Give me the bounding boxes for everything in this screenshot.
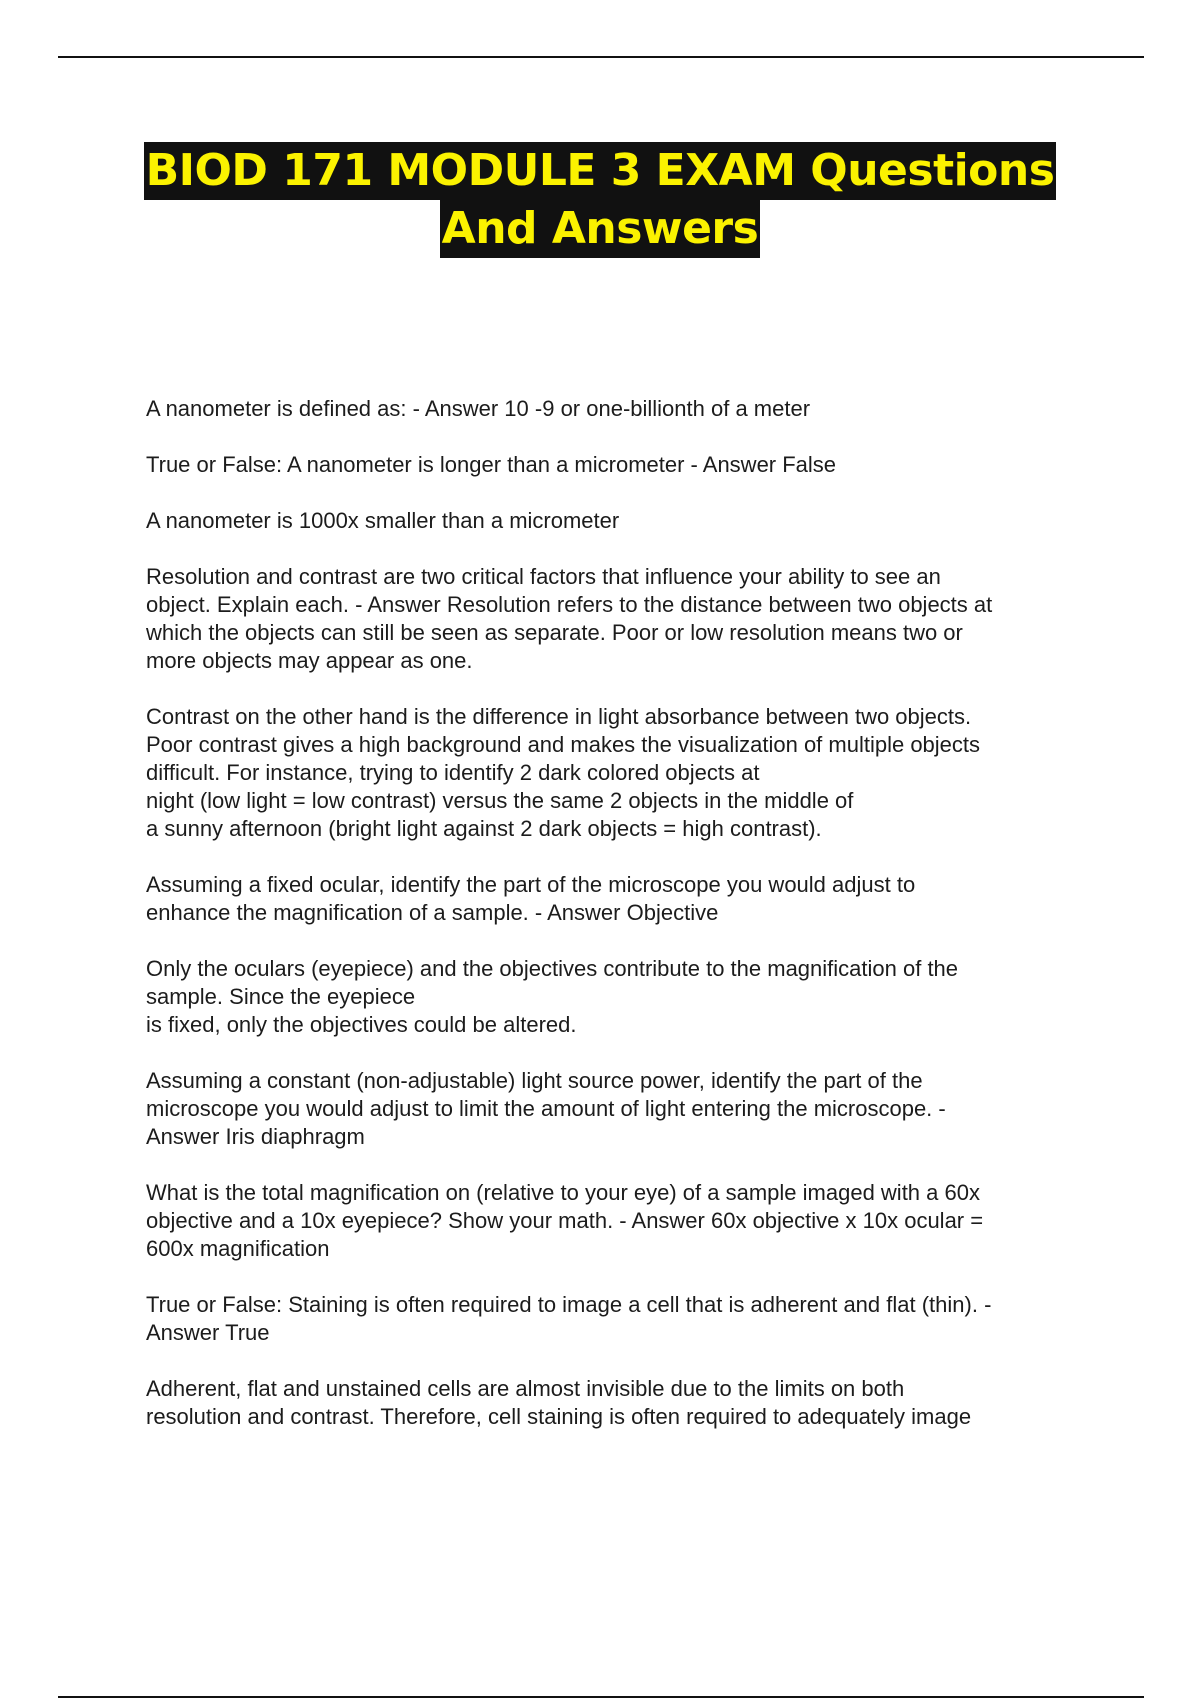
paragraph-contrast-explanation: Contrast on the other hand is the difference in light absorbance between two objects. Poor contrast gives a high background and makes the visualization of multiple objects difficult. For instance, trying to identify 2 dark colored objects at night (low light = low contrast) versus the same 2 objects in the middle of a sunny afternoon (bright light against 2 dark objects = high contrast).: [146, 704, 981, 841]
paragraph-nanometer-definition: A nanometer is defined as: - Answer 10 -9 or one-billionth of a meter: [146, 396, 811, 421]
paragraph-adherent-cells: Adherent, flat and unstained cells are almost invisible due to the limits on both resolution and contrast. Therefore, cell staining is often required to adequately image: [146, 1376, 972, 1429]
footer-rule: [58, 1696, 1144, 1698]
paragraph-nanometer-comparison: A nanometer is 1000x smaller than a micrometer: [146, 508, 620, 533]
paragraph-fixed-ocular: Assuming a fixed ocular, identify the part of the microscope you would adjust to enhance the magnification of a sample. - Answer Objective: [146, 872, 916, 925]
paragraph-oculars-objectives: Only the oculars (eyepiece) and the objectives contribute to the magnification of the sample. Since the eyepiece is fixed, only the objectives could be altered.: [146, 956, 959, 1037]
title-line-2: And Answers: [440, 200, 761, 258]
paragraph-resolution-contrast: Resolution and contrast are two critical factors that influence your ability to see an object. Explain each. - Answer Resolution refers to the distance between two objects at which the objects can still be seen as separate. Poor or low resolution means two or more objects may appear as one.: [146, 564, 993, 673]
header-rule: [58, 56, 1144, 58]
paragraph-staining-true-false: True or False: Staining is often required to image a cell that is adherent and flat (thin). - Answer True: [146, 1292, 992, 1345]
paragraph-nanometer-true-false: True or False: A nanometer is longer than a micrometer - Answer False: [146, 452, 837, 477]
page-title: [0, 142, 1200, 258]
document-body: [146, 395, 1086, 1459]
paragraph-total-magnification: What is the total magnification on (relative to your eye) of a sample imaged with a 60x objective and a 10x eyepiece? Show your math. - Answer 60x objective x 10x ocular = 600x magnification: [146, 1180, 984, 1261]
paragraph-iris-diaphragm: Assuming a constant (non-adjustable) light source power, identify the part of the microscope you would adjust to limit the amount of light entering the microscope. - Answer Iris diaphragm: [146, 1068, 946, 1149]
title-line-1: BIOD 171 MODULE 3 EXAM Questions: [144, 142, 1057, 200]
